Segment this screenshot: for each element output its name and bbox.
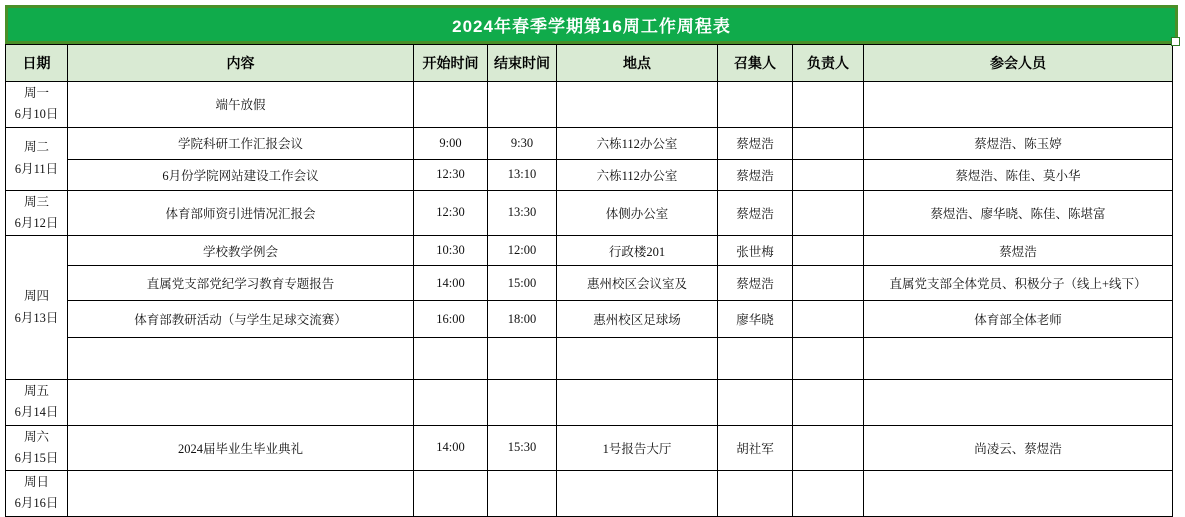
content-cell[interactable]: 6月份学院网站建设工作会议 [68,159,414,190]
start-time-cell[interactable] [414,338,488,380]
participants-cell[interactable]: 蔡煜浩 [864,236,1173,266]
location-cell[interactable] [557,338,718,380]
convener-cell[interactable] [718,471,793,517]
end-time-cell[interactable]: 13:30 [488,190,557,236]
date-label: 6月12日 [14,215,59,230]
table-row [6,82,1173,128]
end-time-cell[interactable]: 15:00 [488,266,557,301]
table-row [6,471,1173,517]
content-cell[interactable]: 学院科研工作汇报会议 [68,127,414,159]
manager-cell[interactable] [793,159,864,190]
header-location[interactable]: 地点 [557,45,718,82]
manager-cell[interactable] [793,266,864,301]
sheet-title-bar[interactable] [5,5,1178,44]
content-cell[interactable]: 学校教学例会 [68,236,414,266]
start-time-cell[interactable] [414,471,488,517]
location-cell[interactable]: 惠州校区会议室及 [557,266,718,301]
start-time-cell[interactable]: 12:30 [414,190,488,236]
day-label: 周六 [23,429,49,444]
manager-cell[interactable] [793,338,864,380]
location-cell[interactable]: 体侧办公室 [557,190,718,236]
manager-cell[interactable] [793,425,864,471]
participants-cell[interactable]: 蔡煜浩、陈佳、莫小华 [864,159,1173,190]
convener-cell[interactable]: 蔡煜浩 [718,159,793,190]
end-time-cell[interactable]: 15:30 [488,425,557,471]
day-label: 周一 [23,86,49,100]
manager-cell[interactable] [793,236,864,266]
date-label: 6月11日 [14,161,59,176]
participants-cell[interactable]: 蔡煜浩、廖华晓、陈佳、陈堪富 [864,190,1173,236]
convener-cell[interactable] [718,82,793,128]
content-cell[interactable]: 体育部师资引进情况汇报会 [68,190,414,236]
date-label: 6月14日 [14,405,59,420]
date-cell[interactable] [6,471,68,517]
content-cell[interactable]: 体育部教研活动（与学生足球交流赛） [68,301,414,338]
manager-cell[interactable] [793,127,864,159]
location-cell[interactable]: 六栋112办公室 [557,127,718,159]
table-row [6,380,1173,426]
content-cell[interactable]: 端午放假 [68,82,414,128]
header-row [6,45,1173,82]
weekly-schedule-table [5,44,1173,517]
location-cell[interactable] [557,471,718,517]
convener-cell[interactable] [718,380,793,426]
table-row [6,190,1173,236]
participants-cell[interactable] [864,338,1173,380]
date-cell[interactable] [6,190,68,236]
header-convener[interactable]: 召集人 [718,45,793,82]
end-time-cell[interactable]: 12:00 [488,236,557,266]
participants-cell[interactable]: 体育部全体老师 [864,301,1173,338]
table-row [6,266,1173,301]
manager-cell[interactable] [793,471,864,517]
convener-cell[interactable]: 廖华晓 [718,301,793,338]
header-start-time[interactable]: 开始时间 [414,45,488,82]
start-time-cell[interactable]: 14:00 [414,425,488,471]
participants-cell[interactable]: 直属党支部全体党员、积极分子（线上+线下） [864,266,1173,301]
end-time-cell[interactable]: 18:00 [488,301,557,338]
location-cell[interactable]: 惠州校区足球场 [557,301,718,338]
participants-cell[interactable] [864,380,1173,426]
start-time-cell[interactable]: 12:30 [414,159,488,190]
end-time-cell[interactable] [488,82,557,128]
manager-cell[interactable] [793,380,864,426]
content-cell[interactable] [68,380,414,426]
location-cell[interactable]: 1号报告大厅 [557,425,718,471]
table-row [6,425,1173,471]
date-cell[interactable] [6,380,68,426]
convener-cell[interactable]: 蔡煜浩 [718,190,793,236]
participants-cell[interactable]: 尚凌云、蔡煜浩 [864,425,1173,471]
convener-cell[interactable]: 蔡煜浩 [718,127,793,159]
header-participants[interactable]: 参会人员 [864,45,1173,82]
content-cell[interactable]: 2024届毕业生毕业典礼 [68,425,414,471]
start-time-cell[interactable]: 14:00 [414,266,488,301]
start-time-cell[interactable]: 9:00 [414,127,488,159]
day-label: 周三 [23,194,49,209]
sheet-title: 2024年春季学期第16周工作周程表 [452,17,731,36]
header-date[interactable]: 日期 [6,45,68,82]
day-label: 周二 [23,140,49,155]
location-cell[interactable] [557,82,718,128]
table-row [6,127,1173,159]
start-time-cell[interactable]: 16:00 [414,301,488,338]
participants-cell[interactable] [864,82,1173,128]
start-time-cell[interactable]: 10:30 [414,236,488,266]
selection-handle[interactable] [1171,37,1180,46]
convener-cell[interactable] [718,338,793,380]
date-label: 6月15日 [14,450,59,465]
date-cell[interactable] [6,127,68,190]
convener-cell[interactable]: 张世梅 [718,236,793,266]
location-cell[interactable]: 行政楼201 [557,236,718,266]
date-label: 6月13日 [14,310,59,325]
table-row [6,338,1173,380]
content-cell[interactable] [68,471,414,517]
end-time-cell[interactable]: 13:10 [488,159,557,190]
start-time-cell[interactable] [414,82,488,128]
start-time-cell[interactable] [414,380,488,426]
convener-cell[interactable]: 胡社军 [718,425,793,471]
day-label: 周四 [23,289,49,304]
table-row [6,301,1173,338]
manager-cell[interactable] [793,190,864,236]
header-manager[interactable]: 负责人 [793,45,864,82]
date-label: 6月10日 [14,107,59,122]
table-row [6,236,1173,266]
end-time-cell[interactable] [488,471,557,517]
end-time-cell[interactable] [488,338,557,380]
content-cell[interactable] [68,338,414,380]
day-label: 周五 [23,384,49,398]
date-cell[interactable] [6,425,68,471]
date-label: 6月16日 [14,496,59,511]
location-cell[interactable]: 六栋112办公室 [557,159,718,190]
header-content[interactable]: 内容 [68,45,414,82]
date-cell[interactable] [6,82,68,128]
convener-cell[interactable]: 蔡煜浩 [718,266,793,301]
location-cell[interactable] [557,380,718,426]
content-cell[interactable]: 直属党支部党纪学习教育专题报告 [68,266,414,301]
table-row [6,159,1173,190]
end-time-cell[interactable]: 9:30 [488,127,557,159]
manager-cell[interactable] [793,301,864,338]
participants-cell[interactable]: 蔡煜浩、陈玉婷 [864,127,1173,159]
participants-cell[interactable] [864,471,1173,517]
header-end-time[interactable]: 结束时间 [488,45,557,82]
end-time-cell[interactable] [488,380,557,426]
date-cell[interactable] [6,236,68,380]
day-label: 周日 [23,475,49,489]
schedule-sheet [5,5,1178,517]
manager-cell[interactable] [793,82,864,128]
